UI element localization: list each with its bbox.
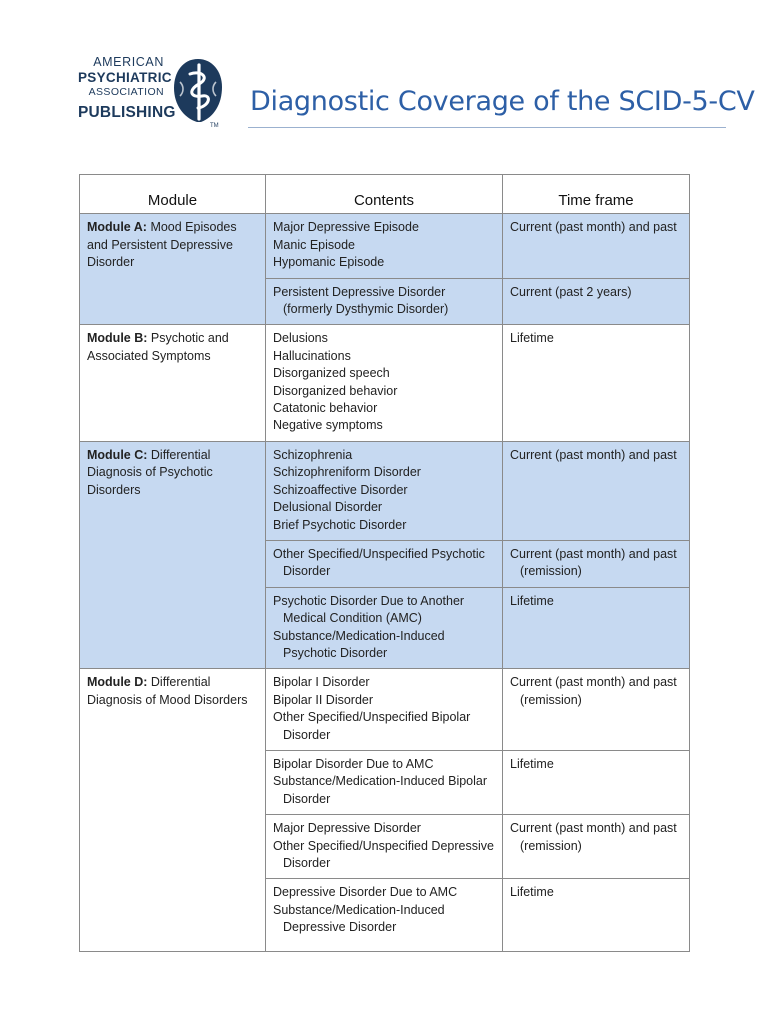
contents-cell — [266, 815, 503, 879]
content-item: Disorganized behavior — [273, 383, 398, 398]
time-cell — [503, 540, 690, 587]
content-item: Substance/Medication-Induced — [273, 628, 445, 643]
logo-line-association: ASSOCIATION — [88, 86, 164, 98]
content-item: Disorder — [283, 791, 331, 806]
time-frame-note: (remission) — [520, 564, 582, 579]
content-item: Disorder — [283, 856, 331, 870]
header-row — [80, 175, 690, 214]
time-cell — [503, 879, 690, 951]
contents-cell — [266, 587, 503, 669]
time-cell — [503, 325, 690, 441]
apa-publishing-logo — [78, 54, 238, 134]
contents-cell — [266, 214, 503, 278]
content-item: Substance/Medication-Induced Bipolar — [273, 774, 488, 789]
content-item: Major Depressive Episode — [273, 220, 419, 235]
module-name: Differential Diagnosis of Psychotic Disorders — [87, 447, 213, 497]
page-title: Diagnostic Coverage of the SCID-5-CV — [250, 86, 755, 117]
content-item: Negative symptoms — [273, 418, 383, 433]
content-item: Catatonic behavior — [273, 401, 378, 416]
content-item: Depressive Disorder Due to AMC — [273, 885, 458, 900]
time-cell — [503, 214, 690, 278]
title-underline — [248, 127, 726, 128]
contents-cell — [266, 540, 503, 587]
content-item: Major Depressive Disorder — [273, 821, 421, 836]
content-item: Schizophrenia — [273, 447, 353, 462]
content-item: Other Specified/Unspecified Depressive — [273, 838, 494, 853]
time-frame-note: (remission) — [520, 838, 582, 853]
content-item: Substance/Medication-Induced — [273, 902, 445, 917]
content-item: Disorganized speech — [273, 366, 390, 381]
module-a-cell — [80, 214, 266, 325]
content-item: Disorder — [283, 727, 331, 742]
staff-of-asclepius-icon — [170, 56, 226, 128]
content-item: Bipolar I Disorder — [273, 675, 370, 690]
module-d-cell — [80, 669, 266, 951]
time-frame: Lifetime — [510, 331, 554, 346]
content-item: Delusions — [273, 331, 328, 346]
module-name: Mood Episodes and Persistent Depressive Disorder — [87, 220, 237, 270]
content-item: Hallucinations — [273, 348, 351, 363]
table-row — [80, 214, 690, 278]
header-contents: Contents — [266, 175, 503, 214]
logo-wordmark — [78, 54, 176, 121]
content-item: Schizophreniform Disorder — [273, 465, 421, 480]
content-item: Hypomanic Episode — [273, 255, 385, 270]
logo-line-american: AMERICAN — [93, 55, 164, 69]
content-item: Manic Episode — [273, 237, 355, 252]
time-cell — [503, 278, 690, 325]
content-item: Delusional Disorder — [273, 500, 383, 515]
time-frame: Current (past 2 years) — [510, 284, 632, 299]
content-item: Brief Psychotic Disorder — [273, 517, 407, 532]
contents-cell — [266, 325, 503, 441]
content-item: Disorder — [283, 564, 331, 579]
contents-cell — [266, 669, 503, 751]
time-cell — [503, 669, 690, 751]
header-module: Module — [80, 175, 266, 214]
time-cell — [503, 587, 690, 669]
content-item: Other Specified/Unspecified Psychotic — [273, 546, 485, 561]
module-c-cell — [80, 441, 266, 668]
time-frame: Current (past month) and past — [510, 675, 677, 690]
logo-tm: TM — [210, 123, 219, 128]
module-name: Differential Diagnosis of Mood Disorders — [87, 675, 248, 707]
time-cell — [503, 750, 690, 814]
time-frame: Current (past month) and past — [510, 447, 677, 462]
coverage-table — [79, 174, 690, 952]
time-frame: Current (past month) and past — [510, 546, 677, 561]
logo-line-publishing: PUBLISHING — [78, 103, 176, 121]
contents-cell — [266, 750, 503, 814]
header-time-frame: Time frame — [503, 175, 690, 214]
time-frame: Lifetime — [510, 593, 554, 608]
content-item: (formerly Dysthymic Disorder) — [283, 302, 449, 317]
content-item: Depressive Disorder — [283, 920, 397, 935]
contents-cell — [266, 441, 503, 540]
content-item: Psychotic Disorder Due to Another — [273, 593, 465, 608]
content-item: Medical Condition (AMC) — [283, 611, 422, 626]
time-cell — [503, 815, 690, 879]
table-row — [80, 325, 690, 441]
content-item: Bipolar II Disorder — [273, 692, 374, 707]
content-item: Psychotic Disorder — [283, 645, 388, 660]
contents-cell — [266, 879, 503, 951]
contents-cell — [266, 278, 503, 325]
module-b-cell — [80, 325, 266, 441]
content-item: Persistent Depressive Disorder — [273, 284, 446, 299]
logo-line-psychiatric: PSYCHIATRIC — [78, 69, 172, 85]
module-label: Module C: — [87, 447, 148, 462]
content-item: Schizoaffective Disorder — [273, 482, 408, 497]
time-frame-note: (remission) — [520, 692, 582, 707]
time-cell — [503, 441, 690, 540]
time-frame: Current (past month) and past — [510, 821, 677, 836]
module-label: Module A: — [87, 220, 147, 235]
module-label: Module B: — [87, 331, 148, 346]
time-frame: Lifetime — [510, 756, 554, 771]
table-row — [80, 669, 690, 751]
table-row — [80, 441, 690, 540]
time-frame: Lifetime — [510, 885, 554, 900]
module-label: Module D: — [87, 675, 148, 690]
time-frame: Current (past month) and past — [510, 220, 677, 235]
content-item: Bipolar Disorder Due to AMC — [273, 756, 434, 771]
module-name: Psychotic and Associated Symptoms — [87, 331, 229, 363]
content-item: Other Specified/Unspecified Bipolar — [273, 710, 471, 725]
